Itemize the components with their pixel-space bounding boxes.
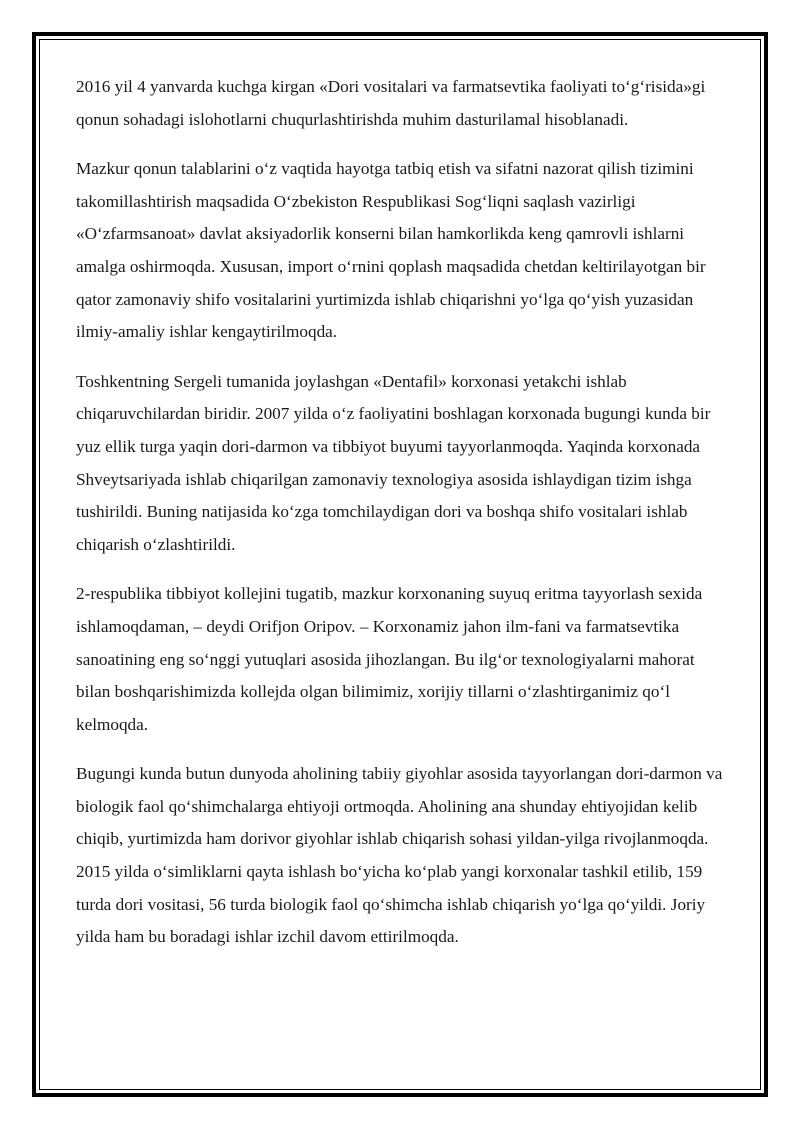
document-body <box>76 71 726 971</box>
paragraph-2: Mazkur qonun talablarini o‘z vaqtida hayotga tatbiq etish va sifatni nazorat qilish tizimini takomillashtirish maqsadida O‘zbekiston Respublikasi Sog‘liqni saqlash vazirligi «O‘zfarmsanoat» davlat aksiyadorlik konserni bilan hamkorlikda keng qamrovli ishlarni amalga oshirmoqda. Xususan, import o‘rnini qoplash maqsadida chetdan keltirilayotgan bir qator zamonaviy shifo vositalarini yurtimizda ishlab chiqarishni yo‘lga qo‘yish yuzasidan ilmiy-amaliy ishlar kengaytirilmoqda. <box>76 159 706 342</box>
paragraph-3: Toshkentning Sergeli tumanida joylashgan «Dentafil» korxonasi yetakchi ishlab chiqaruvchilardan biridir. 2007 yilda o‘z faoliyatini boshlagan korxonada bugungi kunda bir yuz ellik turga yaqin dori-darmon va tibbiyot buyumi tayyorlanmoqda. Yaqinda korxonada Shveytsariyada ishlab chiqarilgan zamonaviy texnologiya asosida ishlaydigan tizim ishga tushirildi. Buning natijasida ko‘zga tomchilaydigan dori va boshqa shifo vositalari ishlab chiqarish o‘zlashtirildi. <box>76 371 711 554</box>
paragraph-4: 2-respublika tibbiyot kollejini tugatib, mazkur korxonaning suyuq eritma tayyorlash sexida ishlamoqdaman, – deydi Orifjon Oripov. – Korxonamiz jahon ilm-fani va farmatsevtika sanoatining eng so‘nggi yutuqlari asosida jihozlangan. Bu ilg‘or texnologiyalarni mahorat bilan boshqarishimizda kollejda olgan bilimimiz, xorijiy tillarni o‘zlashtirganimiz qo‘l kelmoqda. <box>76 584 703 734</box>
paragraph-1: 2016 yil 4 yanvarda kuchga kirgan «Dori vositalari va farmatsevtika faoliyati to‘g‘risida»gi qonun sohadagi islohotlarni chuqurlashtirishda muhim dasturilamal hisoblanadi. <box>76 77 706 129</box>
paragraph-5: Bugungi kunda butun dunyoda aholining tabiiy giyohlar asosida tayyorlangan dori-darmon va biologik faol qo‘shimchalarga ehtiyoji ortmoqda. Aholining ana shunday ehtiyojidan kelib chiqib, yurtimizda ham dorivor giyohlar ishlab chiqarish sohasi yildan-yilga rivojlanmoqda. 2015 yilda o‘simliklarni qayta ishlash bo‘yicha ko‘plab yangi korxonalar tashkil etilib, 159 turda dori vositasi, 56 turda biologik faol qo‘shimcha ishlab chiqarish yo‘lga qo‘yildi. Joriy yilda ham bu boradagi ishlar izchil davom ettirilmoqda. <box>76 764 723 947</box>
